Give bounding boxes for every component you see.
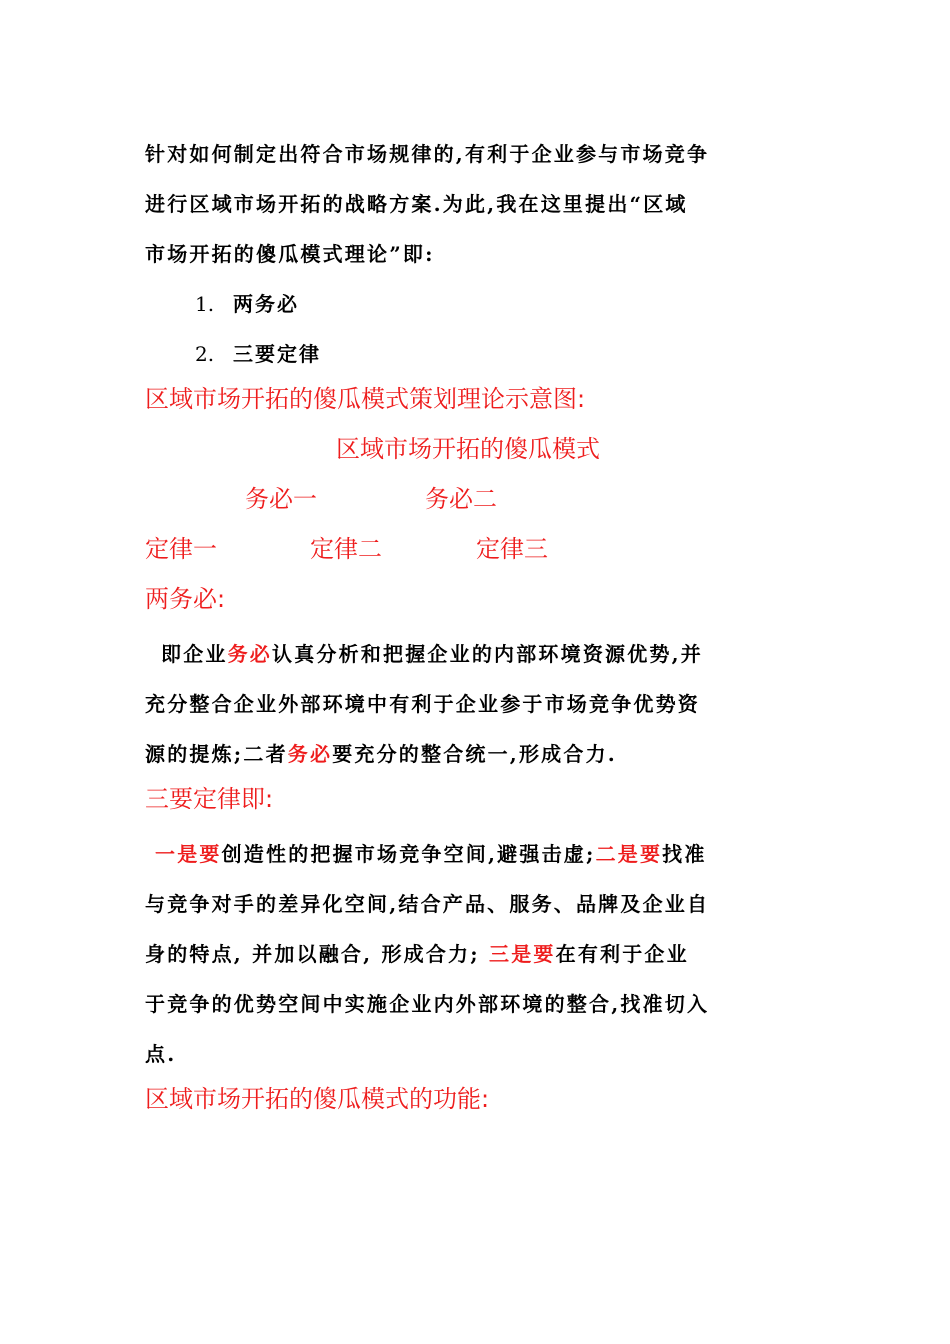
diagram-must-1: 务必一 bbox=[245, 485, 317, 513]
list-text: 两务必 bbox=[233, 292, 299, 316]
list-number: 2. bbox=[195, 342, 215, 366]
two-musts-heading: 两务必: bbox=[145, 585, 226, 613]
three-laws-line-1 bbox=[145, 840, 820, 868]
diagram-law-1: 定律一 bbox=[145, 535, 217, 563]
two-musts-line-3 bbox=[145, 740, 810, 768]
text-span: 身的特点, 并加以融合, 形成合力; bbox=[145, 942, 480, 966]
diagram-heading: 区域市场开拓的傻瓜模式策划理论示意图: bbox=[145, 385, 586, 413]
text-span: 要充分的整合统一,形成合力. bbox=[332, 742, 617, 766]
two-musts-line-2: 充分整合企业外部环境中有利于企业参于市场竞争优势资 bbox=[145, 692, 700, 716]
text-span: 认真分析和把握企业的内部环境资源优势,并 bbox=[272, 642, 703, 666]
text-span: 源的提炼;二者 bbox=[145, 742, 288, 766]
diagram-law-3: 定律三 bbox=[476, 535, 548, 563]
emphasis-must: 务必 bbox=[227, 642, 273, 666]
text-span: 找准 bbox=[662, 842, 707, 866]
two-musts-line-1 bbox=[145, 640, 826, 668]
diagram-center-title: 区域市场开拓的傻瓜模式 bbox=[336, 435, 600, 463]
three-laws-heading: 三要定律即: bbox=[145, 785, 274, 813]
three-laws-line-5: 点. bbox=[145, 1042, 177, 1066]
emphasis-second: 二是要 bbox=[595, 842, 663, 866]
emphasis-third: 三是要 bbox=[489, 942, 556, 966]
intro-line-3: 市场开拓的傻瓜模式理论”即: bbox=[145, 242, 435, 266]
intro-line-1: 针对如何制定出符合市场规律的,有利于企业参与市场竞争 bbox=[145, 142, 710, 166]
diagram-must-2: 务必二 bbox=[425, 485, 497, 513]
emphasis-must: 务必 bbox=[287, 742, 333, 766]
list-item bbox=[195, 290, 299, 318]
three-laws-line-3 bbox=[145, 940, 810, 968]
three-laws-line-2: 与竞争对手的差异化空间,结合产品、服务、品牌及企业自 bbox=[145, 892, 710, 916]
text-span: 创造性的把握市场竞争空间,避强击虚; bbox=[221, 842, 596, 866]
list-number: 1. bbox=[195, 292, 215, 316]
intro-line-2: 进行区域市场开拓的战略方案.为此,我在这里提出“区域 bbox=[145, 192, 688, 216]
text-span: 即企业 bbox=[161, 642, 228, 666]
text-span: 在有利于企业 bbox=[555, 942, 689, 966]
diagram-law-2: 定律二 bbox=[310, 535, 382, 563]
three-laws-line-4: 于竞争的优势空间中实施企业内外部环境的整合,找准切入 bbox=[145, 992, 710, 1016]
list-item bbox=[195, 340, 321, 368]
emphasis-first: 一是要 bbox=[155, 842, 222, 866]
functions-heading: 区域市场开拓的傻瓜模式的功能: bbox=[145, 1085, 490, 1113]
list-text: 三要定律 bbox=[233, 342, 321, 366]
